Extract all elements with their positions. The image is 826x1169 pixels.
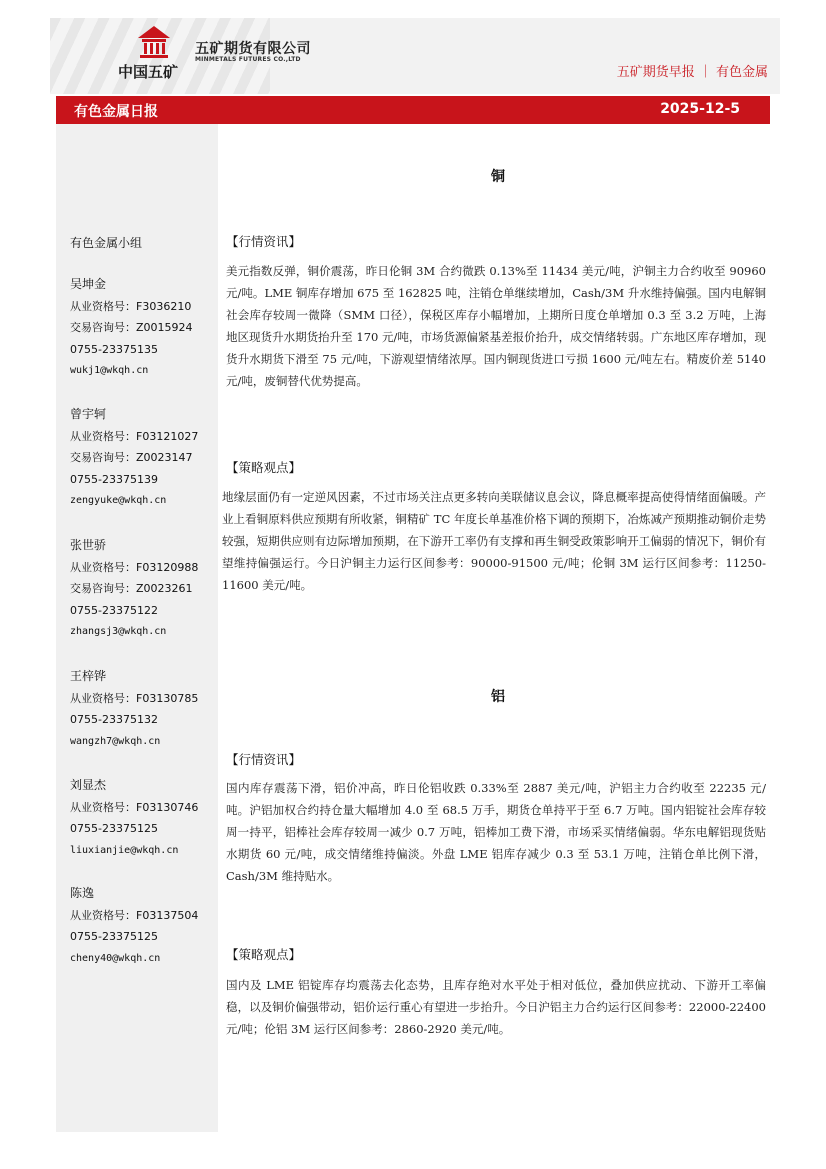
analyst-email[interactable]: liuxianjie@wkqh.cn — [70, 844, 179, 856]
aluminum-view-text: 国内及 LME 铝锭库存均震荡去化态势，且库存绝对水平处于相对低位，叠加供应扰动、下游开工率偏稳，以及铜价偏强带动，铝价运行重心有望进一步抬升。今日沪铝主力合约运行区间参考：22000-22400 元/吨；伦铝 3M 运行区间参考：2860-2920 美元/吨。 — [226, 978, 766, 1036]
analyst-license: 从业资格号：F3036210 — [70, 299, 192, 313]
aluminum-view-heading: 【策略观点】 — [226, 947, 302, 962]
copper-view-heading: 【策略观点】 — [226, 460, 302, 475]
analyst-license: 从业资格号：F03130785 — [70, 691, 199, 705]
analyst-consult-id: 交易咨询号：Z0023261 — [70, 582, 193, 595]
analyst-consult-id: 交易咨询号：Z0023147 — [70, 451, 193, 464]
analyst-email[interactable]: cheny40@wkqh.cn — [70, 952, 161, 964]
analyst-phone: 0755-23375122 — [70, 603, 158, 617]
company-name-cn: 五矿期货有限公司 — [195, 41, 311, 57]
report-title: 有色金属日报 — [74, 104, 158, 120]
analyst-license: 从业资格号：F03121027 — [70, 429, 199, 443]
analyst-name: 陈逸 — [70, 886, 95, 900]
analyst-license: 从业资格号：F03120988 — [70, 560, 199, 574]
analyst-card — [70, 404, 198, 512]
analyst-name: 吴坤金 — [70, 277, 107, 291]
analyst-consult-id: 交易咨询号：Z0015924 — [70, 321, 193, 334]
analyst-email[interactable]: zengyuke@wkqh.cn — [70, 495, 167, 506]
copper-view-text: 地缘层面仍有一定逆风因素，不过市场关注点更多转向美联储议息会议，降息概率提高使得情绪面偏暖。产业上看铜原料供应预期有所收紧，铜精矿 TC 年度长单基准价格下调的预期下，冶炼减产预期推动铜价走势较强，短期供应则有边际增加预期，在下游开工率仍有支撑和再生铜受政策影响开工偏弱的情况下，铜价有望维持偏强运行。今日沪铜主力运行区间参考：90000-91500 元/吨；伦铜 3M 运行区间参考：11250-11600 美元/吨。 — [222, 490, 766, 592]
analyst-license: 从业资格号：F03137504 — [70, 908, 199, 922]
section-title-aluminum: 铝 — [491, 689, 505, 705]
aluminum-news-text: 国内库存震荡下滑，铝价冲高，昨日伦铝收跌 0.33%至 2887 美元/吨，沪铝主力合约收至 22235 元/吨。沪铝加权合约持仓量大幅增加 4.0 至 68.5 万手，期货仓单持平于至 6.7 万吨。国内铝锭社会库存较周一持平，铝棒社会库存较周一减少 0.7 万吨，铝棒加工费下滑，市场采买情绪偏弱。华东电解铝现货贴水期货 60 元/吨，成交情绪维持偏淡。外盘 LME 铝库存减少 0.3 至 53.1 万吨，注销仓单比例下滑，Cash/3M 维持贴水。 — [226, 781, 766, 883]
analyst-name: 张世骄 — [70, 538, 107, 552]
analyst-phone: 0755-23375132 — [70, 713, 158, 726]
copper-news-text: 美元指数反弹，铜价震荡，昨日伦铜 3M 合约微跌 0.13%至 11434 美元/吨，沪铜主力合约收至 90960 元/吨。LME 铜库存增加 675 至 162825 吨，注销仓单继续增加，Cash/3M 升水维持偏强。国内电解铜社会库存较周一微降（SMM 口径），保税区库存小幅增加，上期所日度仓单增加 0.3 至 3.2 万吨，上海地区现货升水期货抬升至 170 元/吨，市场货源偏紧基差报价抬升，成交情绪转弱。广东地区库存增加，现货升水期货下滑至 75 元/吨，下游观望情绪浓厚。国内铜现货进口亏损 1600 元/吨左右。精废价差 5140 元/吨，废铜替代优势提高。 — [226, 264, 766, 388]
analyst-name: 曾宇轲 — [70, 407, 107, 421]
logo-text: 中国五矿 — [118, 63, 179, 81]
analyst-card — [70, 535, 198, 643]
analyst-phone: 0755-23375125 — [70, 930, 158, 943]
analyst-phone: 0755-23375139 — [70, 472, 158, 486]
analyst-phone: 0755-23375135 — [70, 342, 158, 356]
team-name: 有色金属小组 — [70, 236, 143, 250]
company-name-en: MINMETALS FUTURES CO.,LTD — [195, 56, 301, 63]
analyst-card — [70, 274, 193, 382]
minmetals-logo-icon — [136, 24, 172, 60]
analyst-name: 刘显杰 — [70, 778, 107, 792]
analyst-card — [70, 775, 198, 861]
analyst-sidebar — [56, 124, 218, 1132]
report-category: 五矿期货早报 ｜ 有色金属 — [616, 65, 768, 80]
analyst-email[interactable]: zhangsj3@wkqh.cn — [70, 626, 167, 637]
section-title-copper: 铜 — [491, 169, 505, 185]
copper-news-heading: 【行情资讯】 — [226, 234, 302, 249]
analyst-card — [70, 883, 198, 969]
aluminum-news-heading: 【行情资讯】 — [226, 752, 302, 767]
analyst-card — [70, 666, 198, 752]
title-banner — [56, 96, 770, 124]
report-date: 2025-12-5 — [660, 101, 740, 117]
analyst-license: 从业资格号：F03130746 — [70, 800, 199, 814]
analyst-email[interactable]: wukj1@wkqh.cn — [70, 365, 149, 376]
analyst-phone: 0755-23375125 — [70, 822, 158, 835]
analyst-email[interactable]: wangzh7@wkqh.cn — [70, 735, 161, 747]
analyst-name: 王梓铧 — [70, 669, 107, 683]
